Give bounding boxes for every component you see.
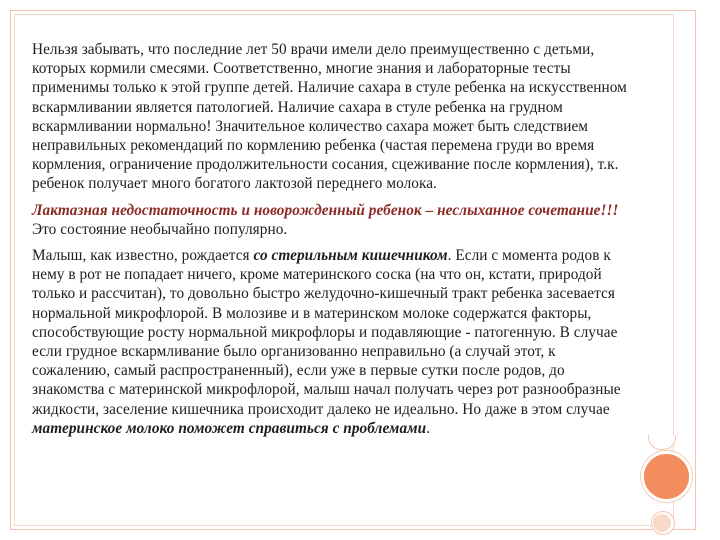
- emphasis-sterile: со стерильным кишечником: [253, 247, 448, 265]
- decorative-circle-large: [641, 451, 692, 502]
- emphasis-milk: материнское молоко поможет справиться с проблемами: [32, 419, 427, 437]
- paragraph-1: Нельзя забывать, что последние лет 50 врачи имели дело преимущественно с детьми, которых кормили смесями. Соответственно, многие знания и лабораторные тесты применимы только к этой группе детей. Наличие сахара в стуле ребенка на искусственном вскармливании является патологией. Наличие сахара в стуле ребенка на грудном вскармливании нормально! Значительное количество сахара может быть следствием неправильных рекомендаций по кормлению ребенка (частая перемена груди во время кормления, ограничение продолжительности сосания, сцеживание после кормления), т.к. ребенок получает много богатого лактозой переднего молока.: [32, 41, 627, 193]
- paragraph-3-middle: . Если с момента родов к нему в рот не попадает ничего, кроме материнского соска (на что он, кстати, природой только и рассчитан), то довольно быстро желудочно-кишечный тракт ребенка засевается нормальной микрофлорой. В молозиве и в материнском молоке содержатся факторы, способствующие росту нормальной микрофлоры и подавляющие - патогенную. В случае если грудное вскармливание было организованно неправильно (а случай этот, к сожалению, самый распространенный), если уже в первые сутки после родов, до знакомства с материнской микрофлорой, малыш начал получать через рот разнообразные жидкости, заселение кишечника происходит далеко не идеально. Но даже в этом случае: [32, 247, 621, 418]
- decorative-circle-small-fill: [653, 514, 671, 532]
- slide-content: [32, 40, 632, 445]
- paragraph-2: [32, 201, 632, 239]
- paragraph-3-start: Малыш, как известно, рождается: [32, 247, 254, 265]
- paragraph-2-rest: Это состояние необычайно популярно.: [32, 220, 288, 238]
- highlight-text: Лактазная недостаточность и новорожденный ребенок – неслыханное сочетание!!!: [32, 201, 619, 219]
- paragraph-3: [32, 246, 632, 438]
- decorative-circle-top: [648, 435, 676, 450]
- paragraph-3-end: .: [426, 419, 431, 437]
- decorative-circles: [636, 435, 686, 535]
